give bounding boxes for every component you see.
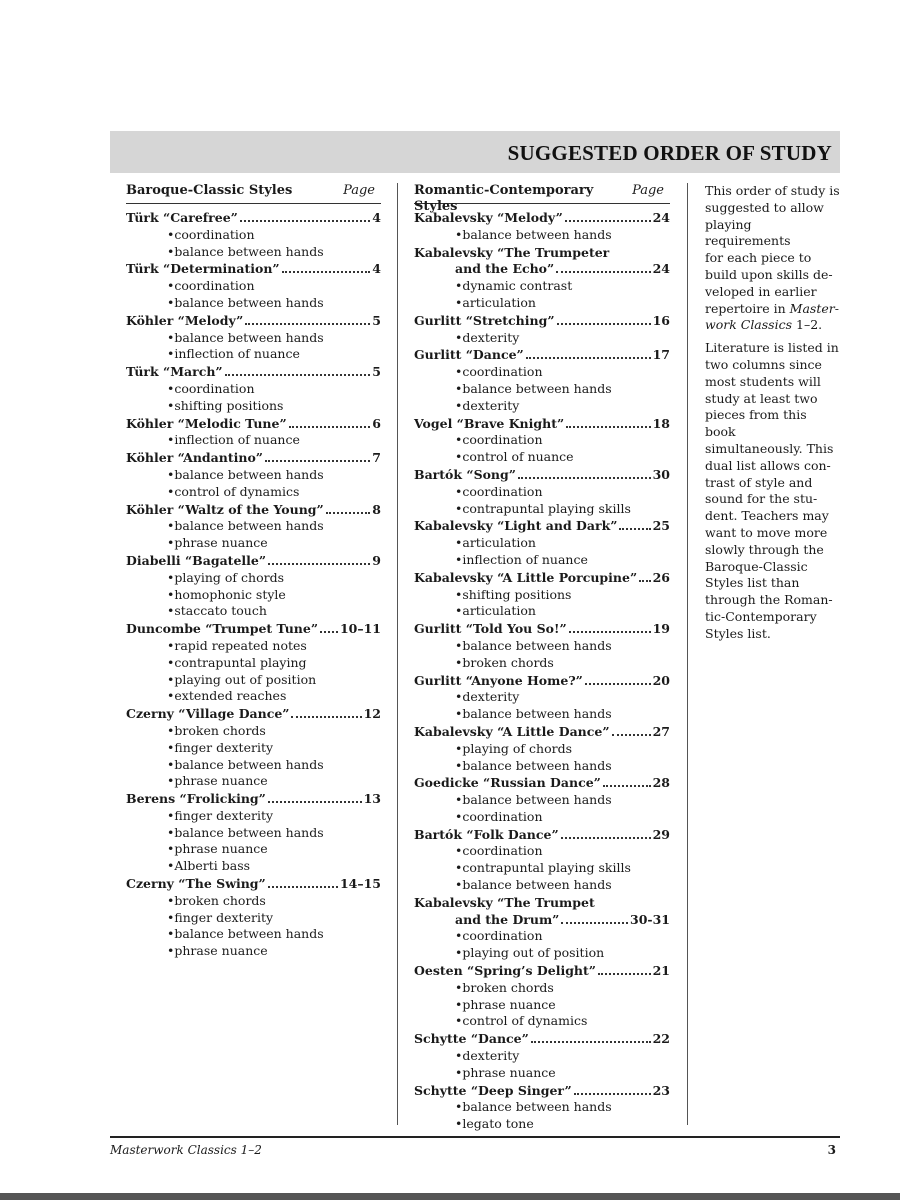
skill-item: •shifting positions (455, 586, 572, 602)
dot-leader (518, 477, 651, 479)
piece-title-line (126, 621, 381, 638)
skill-item: •Alberti bass (167, 858, 251, 874)
dot-leader (561, 837, 651, 839)
piece-entry (414, 724, 670, 774)
page-number-ref: 29 (652, 826, 670, 842)
piece-entry (126, 502, 381, 552)
note-line: through the Roman- (705, 592, 833, 608)
dot-leader (225, 374, 371, 376)
page-number-ref: 17 (652, 347, 670, 363)
piece-title: and the Echo” (455, 261, 555, 277)
skill-item: •finger dexterity (167, 739, 274, 755)
piece-title: Czerny “Village Dance” (126, 706, 290, 722)
note-line: playing requirements (705, 216, 791, 249)
skill-item: •broken chords (455, 979, 554, 995)
piece-title-line (414, 621, 670, 638)
skill-item: •balance between hands (167, 824, 324, 840)
dot-leader (289, 426, 371, 428)
dot-leader (268, 886, 338, 888)
note-line: two columns since (705, 356, 822, 372)
skill-item: •phrase nuance (167, 943, 268, 959)
piece-title-line (126, 261, 381, 278)
piece-title-line (414, 261, 670, 278)
piece-entry (126, 416, 381, 450)
piece-entry (414, 1083, 670, 1133)
skill-item: •balance between hands (167, 329, 324, 345)
piece-entry (126, 313, 381, 363)
page-number-ref: 10–11 (339, 621, 381, 637)
page-number-ref: 24 (652, 261, 670, 277)
note-line: Literature is listed in (705, 340, 839, 356)
piece-title-line (414, 416, 670, 433)
skill-item: •dynamic contrast (455, 278, 573, 294)
skill-item: •balance between hands (455, 757, 612, 773)
dot-leader (282, 271, 371, 273)
skill-item: •balance between hands (455, 226, 612, 242)
skill-item: •contrapuntal playing skills (455, 500, 631, 516)
page-number-ref: 21 (652, 963, 670, 979)
column-divider (397, 183, 398, 1125)
skill-item: •coordination (455, 483, 543, 499)
note-line: slowly through the (705, 541, 824, 557)
piece-title: Türk “Determination” (126, 261, 280, 277)
skill-item: •dexterity (455, 397, 520, 413)
study-note (705, 183, 840, 649)
piece-title: Kabalevsky “A Little Porcupine” (414, 569, 638, 585)
piece-title-line (126, 364, 381, 381)
note-line: dent. Teachers may (705, 508, 829, 524)
column-heading (126, 183, 381, 204)
note-line: simultaneously. This (705, 440, 834, 456)
piece-title: Kabalevsky “The Trumpeter (414, 244, 610, 260)
dot-leader (639, 580, 650, 582)
piece-title-line (126, 210, 381, 227)
piece-title-line (414, 673, 670, 690)
dot-leader (326, 512, 371, 514)
dot-leader (574, 1093, 651, 1095)
dot-leader (565, 220, 651, 222)
skill-item: •extended reaches (167, 688, 287, 704)
skill-item: •phrase nuance (455, 996, 556, 1012)
piece-entry (414, 467, 670, 517)
piece-entry (414, 621, 670, 671)
dot-leader (268, 801, 362, 803)
page-number-ref: 4 (372, 210, 381, 225)
page-number-ref: 7 (372, 450, 381, 466)
piece-title-line (126, 553, 381, 570)
page-number-ref: 5 (372, 364, 381, 380)
skill-item: •control of dynamics (455, 1013, 588, 1029)
dot-leader (612, 734, 651, 736)
footer-rule (110, 1136, 840, 1138)
page-number-ref: 20 (652, 672, 670, 688)
skill-item: •broken chords (167, 722, 266, 738)
dot-leader (265, 460, 370, 462)
piece-entry (126, 210, 381, 260)
skill-item: •playing of chords (167, 569, 285, 585)
dot-leader (320, 631, 338, 633)
skill-item: •playing out of position (167, 671, 317, 687)
page-number-ref: 28 (652, 775, 670, 791)
skill-item: •articulation (455, 535, 536, 551)
dot-leader (245, 323, 370, 325)
piece-title-line (126, 313, 381, 330)
piece-title: Gurlitt “Anyone Home?” (414, 672, 583, 688)
skill-item: •balance between hands (167, 518, 324, 534)
skill-item: •balance between hands (167, 294, 324, 310)
dot-leader (557, 323, 651, 325)
piece-entry (414, 416, 670, 466)
page-number-ref: 8 (372, 501, 381, 517)
skill-item: •inflection of nuance (167, 346, 300, 362)
note-line: want to move more (705, 524, 828, 540)
piece-title: Gurlitt “Dance” (414, 347, 524, 363)
piece-entry (126, 553, 381, 620)
piece-entry (414, 313, 670, 347)
piece-entry (414, 570, 670, 620)
skill-item: •legato tone (455, 1116, 534, 1132)
piece-entry (414, 673, 670, 723)
piece-entry (414, 963, 670, 1030)
dot-leader (598, 973, 651, 975)
column-divider (687, 183, 688, 1125)
page-number-ref: 24 (652, 210, 670, 225)
piece-title: Bartók “Song” (414, 466, 516, 482)
skill-item: •dexterity (455, 689, 520, 705)
note-paragraph-1 (705, 183, 840, 334)
dot-leader (531, 1041, 651, 1043)
skill-item: •shifting positions (167, 397, 284, 413)
column-heading-text: Romantic-Contemporary Styles (414, 183, 594, 214)
note-line: build upon skills de- (705, 266, 833, 282)
piece-title: Gurlitt “Stretching” (414, 312, 555, 328)
page-number-ref: 12 (363, 706, 381, 722)
piece-title: Köhler “Waltz of the Young” (126, 501, 324, 517)
page-number-ref: 25 (652, 518, 670, 534)
piece-title: Schytte “Dance” (414, 1031, 529, 1047)
skill-item: •balance between hands (167, 243, 324, 259)
piece-title: Duncombe “Trumpet Tune” (126, 621, 319, 637)
footer-book-title: Masterwork Classics 1–2 (110, 1143, 262, 1157)
skill-item: •phrase nuance (167, 841, 268, 857)
skill-item: •coordination (455, 928, 543, 944)
piece-title: Diabelli “Bagatelle” (126, 552, 267, 568)
piece-title-line (414, 775, 670, 792)
note-line: suggested to allow (705, 199, 824, 215)
book-title-italic: Master- (789, 300, 839, 316)
dot-leader (526, 357, 651, 359)
piece-title: Türk “March” (126, 364, 223, 380)
piece-entry (414, 827, 670, 894)
dot-leader (585, 683, 651, 685)
piece-list (414, 210, 670, 1133)
piece-entry (126, 706, 381, 790)
piece-entry (414, 1031, 670, 1081)
page-number-ref: 18 (652, 415, 670, 431)
piece-title-line (414, 724, 670, 741)
note-line: This order of study is (705, 183, 840, 198)
piece-title: Berens “Frolicking” (126, 791, 266, 807)
page-number-ref: 5 (372, 312, 381, 328)
page-number-ref: 4 (372, 261, 381, 277)
piece-entry (414, 210, 670, 244)
skill-item: •balance between hands (455, 380, 612, 396)
skill-item: •coordination (455, 808, 543, 824)
note-line: pieces from this book (705, 407, 807, 440)
piece-title: Kabalevsky “Melody” (414, 210, 563, 225)
page-number-ref: 16 (652, 312, 670, 328)
piece-entry (414, 347, 670, 414)
skill-item: •finger dexterity (167, 807, 274, 823)
page-column-label: Page (343, 183, 375, 198)
piece-title-line (414, 518, 670, 535)
piece-entry (414, 895, 670, 962)
skill-item: •phrase nuance (167, 773, 268, 789)
skill-item: •coordination (167, 380, 255, 396)
note-line: repertoire in (705, 300, 790, 316)
note-line: trast of style and (705, 474, 813, 490)
skill-item: •articulation (455, 603, 536, 619)
skill-item: •playing of chords (455, 740, 573, 756)
note-line: study at least two (705, 390, 818, 406)
dot-leader (561, 922, 628, 924)
piece-title: Schytte “Deep Singer” (414, 1082, 572, 1098)
skill-item: •inflection of nuance (167, 432, 300, 448)
dot-leader (240, 220, 370, 222)
book-title-italic: work Classics (705, 317, 793, 333)
piece-title: Köhler “Melodic Tune” (126, 415, 287, 431)
skill-item: •phrase nuance (455, 1064, 556, 1080)
skill-item: •phrase nuance (167, 535, 268, 551)
piece-title-line (414, 347, 670, 364)
piece-title: Köhler “Melody” (126, 312, 244, 328)
piece-title: Oesten “Spring’s Delight” (414, 963, 596, 979)
note-line: Styles list. (705, 625, 771, 641)
skill-item: •control of nuance (455, 449, 574, 465)
piece-title: Kabalevsky “The Trumpet (414, 894, 595, 910)
skill-item: •coordination (455, 432, 543, 448)
piece-title-line (126, 502, 381, 519)
bottom-edge-bar (0, 1193, 900, 1200)
piece-title-line (126, 450, 381, 467)
piece-entry (126, 791, 381, 875)
piece-entry (126, 261, 381, 311)
baroque-classic-column (126, 183, 381, 961)
note-line: Styles list than (705, 575, 800, 591)
skill-item: •balance between hands (455, 792, 612, 808)
skill-item: •homophonic style (167, 586, 286, 602)
page-column-label: Page (632, 183, 664, 198)
note-line: Baroque-Classic (705, 558, 808, 574)
piece-entry (126, 364, 381, 414)
skill-item: •inflection of nuance (455, 551, 588, 567)
note-line: most students will (705, 373, 821, 389)
column-heading-text: Baroque-Classic Styles (126, 183, 293, 198)
skill-item: •broken chords (167, 892, 266, 908)
piece-entry (414, 775, 670, 825)
page-number-ref: 19 (652, 621, 670, 637)
piece-title-line (414, 1083, 670, 1100)
page-number-ref: 26 (652, 569, 670, 585)
skill-item: •coordination (455, 364, 543, 380)
skill-item: •contrapuntal playing skills (455, 860, 631, 876)
note-line: sound for the stu- (705, 491, 818, 507)
dot-leader (569, 631, 651, 633)
piece-title: Türk “Carefree” (126, 210, 238, 225)
piece-title-line (414, 963, 670, 980)
skill-item: •contrapuntal playing (167, 654, 307, 670)
page-number-ref: 13 (363, 791, 381, 807)
page-number-ref: 9 (372, 552, 381, 568)
piece-title-line (414, 827, 670, 844)
skill-item: •balance between hands (167, 926, 324, 942)
piece-list (126, 210, 381, 960)
skill-item: •balance between hands (167, 466, 324, 482)
dot-leader (556, 271, 650, 273)
title-bar (110, 131, 840, 173)
piece-title-line (414, 467, 670, 484)
note-line: for each piece to (705, 250, 812, 266)
skill-item: •coordination (455, 843, 543, 859)
piece-title: and the Drum” (455, 911, 560, 927)
piece-title-line (126, 876, 381, 893)
skill-item: •rapid repeated notes (167, 637, 307, 653)
skill-item: •balance between hands (167, 756, 324, 772)
skill-item: •coordination (167, 278, 255, 294)
piece-title: Vogel “Brave Knight” (414, 415, 565, 431)
skill-item: •balance between hands (455, 706, 612, 722)
column-heading (414, 183, 670, 214)
piece-title-line (414, 912, 670, 929)
piece-entry (414, 245, 670, 312)
skill-item: •broken chords (455, 654, 554, 670)
page-number-ref: 30-31 (630, 911, 670, 927)
skill-item: •staccato touch (167, 603, 267, 619)
page-number-ref: 22 (652, 1031, 670, 1047)
piece-title-line (414, 313, 670, 330)
skill-item: •dexterity (455, 1048, 520, 1064)
skill-item: •balance between hands (455, 637, 612, 653)
piece-title-line (414, 1031, 670, 1048)
piece-entry (126, 450, 381, 500)
piece-title: Czerny “The Swing” (126, 876, 266, 892)
dot-leader (566, 426, 650, 428)
skill-item: •finger dexterity (167, 909, 274, 925)
piece-title: Gurlitt “Told You So!” (414, 621, 567, 637)
piece-title: Kabalevsky “Light and Dark” (414, 518, 618, 534)
piece-title-line (414, 570, 670, 587)
skill-item: •balance between hands (455, 877, 612, 893)
note-text: 1–2. (792, 317, 823, 333)
piece-title: Goedicke “Russian Dance” (414, 775, 601, 791)
page-number-ref: 27 (652, 723, 670, 739)
dot-leader (268, 563, 370, 565)
page-number-ref: 14–15 (339, 876, 381, 892)
dot-leader (291, 716, 361, 718)
skill-item: •balance between hands (455, 1099, 612, 1115)
page-number-ref: 6 (372, 415, 381, 431)
piece-entry (414, 518, 670, 568)
page-number: 3 (827, 1143, 836, 1157)
dot-leader (603, 785, 651, 787)
skill-item: •coordination (167, 226, 255, 242)
piece-title: Kabalevsky “A Little Dance” (414, 723, 610, 739)
skill-item: •articulation (455, 294, 536, 310)
piece-title-line (126, 416, 381, 433)
note-line: veloped in earlier (705, 283, 817, 299)
romantic-contemporary-column (414, 183, 670, 1134)
piece-title-line (126, 706, 381, 723)
skill-item: •dexterity (455, 329, 520, 345)
piece-title: Köhler “Andantino” (126, 450, 263, 466)
skill-item: •control of dynamics (167, 483, 300, 499)
page-title: SUGGESTED ORDER OF STUDY (507, 141, 832, 165)
piece-title-line (126, 791, 381, 808)
piece-entry (126, 876, 381, 960)
note-line: dual list allows con- (705, 457, 831, 473)
page-number-ref: 23 (652, 1082, 670, 1098)
piece-entry (126, 621, 381, 705)
piece-title: Bartók “Folk Dance” (414, 826, 559, 842)
dot-leader (619, 528, 650, 530)
page-number-ref: 30 (652, 466, 670, 482)
note-line: tic-Contemporary (705, 608, 817, 624)
note-paragraph-2 (705, 340, 840, 642)
skill-item: •playing out of position (455, 945, 605, 961)
